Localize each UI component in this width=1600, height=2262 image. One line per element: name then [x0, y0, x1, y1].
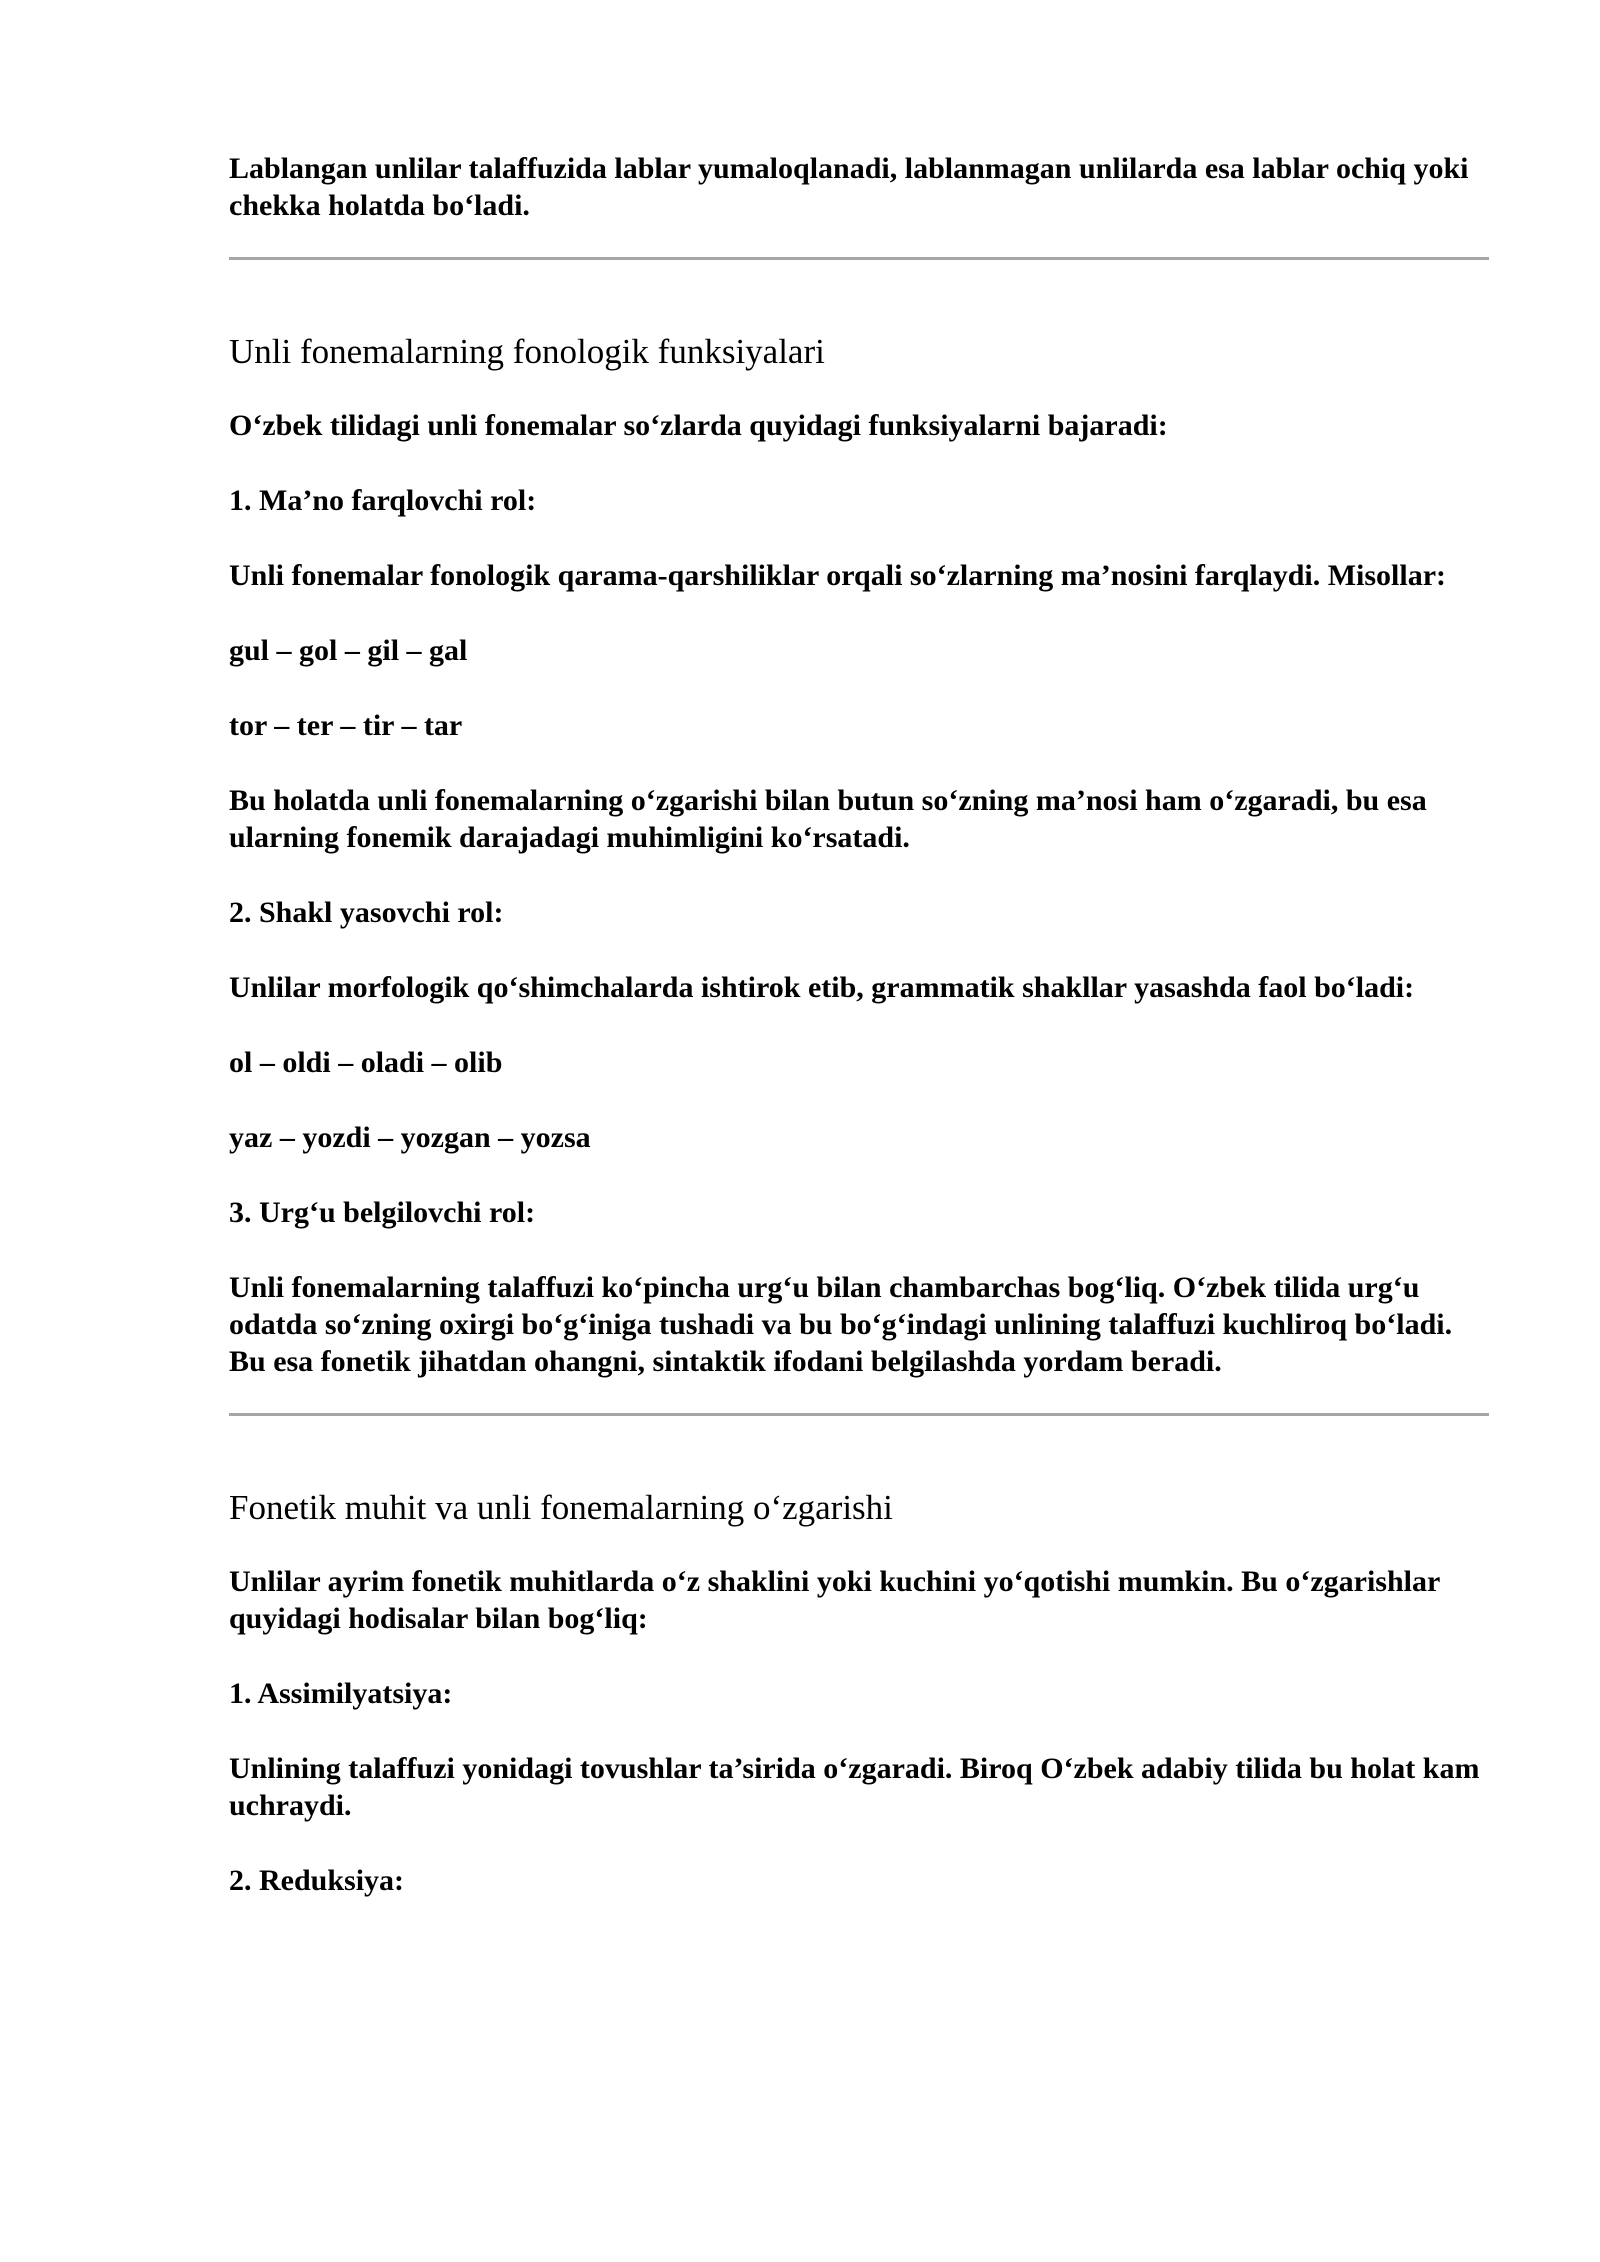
item1-example1: gul – gol – gil – gal	[229, 634, 468, 667]
item1-example2: tor – ter – tir – tar	[229, 709, 463, 742]
section2-intro: Unlilar ayrim fonetik muhitlarda o‘z shaklini yoki kuchini yo‘qotishi mumkin. Bu o‘zgarishlar quyidagi hodisalar bilan bog‘liq:	[229, 1565, 1440, 1635]
item3-text: Unli fonemalarning talaffuzi ko‘pincha urg‘u bilan chambarchas bog‘liq. O‘zbek tilida urg‘u odatda so‘zning oxirgi bo‘g‘iniga tushadi va bu bo‘g‘indagi unlining talaffuzi kuchliroq bo‘ladi. Bu esa fonetik jihatdan ohangni, sintaktik ifodani belgilashda yordam beradi.	[229, 1271, 1453, 1378]
item1-text: Unli fonemalar fonologik qarama-qarshiliklar orqali so‘zlarning ma’nosini farqlaydi. Misollar:	[229, 559, 1447, 592]
item1-conclusion: Bu holatda unli fonemalarning o‘zgarishi bilan butun so‘zning ma’nosi ham o‘zgaradi, bu esa ularning fonemik darajadagi muhimligini ko‘rsatadi.	[229, 784, 1427, 854]
s2-item2-heading: 2. Reduksiya:	[229, 1864, 405, 1897]
section2-title: Fonetik muhit va unli fonemalarning o‘zgarishi	[229, 1488, 893, 1527]
section-divider-1	[229, 257, 1489, 260]
item2-example2: yaz – yozdi – yozgan – yozsa	[229, 1121, 591, 1154]
document-page	[229, 150, 1489, 1899]
item2-heading: 2. Shakl yasovchi rol:	[229, 896, 504, 929]
s2-item1-text: Unlining talaffuzi yonidagi tovushlar ta’sirida o‘zgaradi. Biroq O‘zbek adabiy tilida bu holat kam uchraydi.	[229, 1752, 1480, 1822]
intro-paragraph: Lablangan unlilar talaffuzida lablar yumaloqlanadi, lablanmagan unlilarda esa lablar ochiq yoki chekka holatda bo‘ladi.	[229, 152, 1469, 222]
item3-heading: 3. Urg‘u belgilovchi rol:	[229, 1196, 536, 1229]
section-divider-2	[229, 1413, 1489, 1416]
item2-text: Unlilar morfologik qo‘shimchalarda ishtirok etib, grammatik shakllar yasashda faol bo‘ladi:	[229, 971, 1415, 1004]
section1-title: Unli fonemalarning fonologik funksiyalari	[229, 332, 825, 371]
item2-example1: ol – oldi – oladi – olib	[229, 1046, 503, 1079]
s2-item1-heading: 1. Assimilyatsiya:	[229, 1677, 453, 1710]
section1-intro: O‘zbek tilidagi unli fonemalar so‘zlarda quyidagi funksiyalarni bajaradi:	[229, 409, 1168, 442]
item1-heading: 1. Ma’no farqlovchi rol:	[229, 484, 537, 517]
